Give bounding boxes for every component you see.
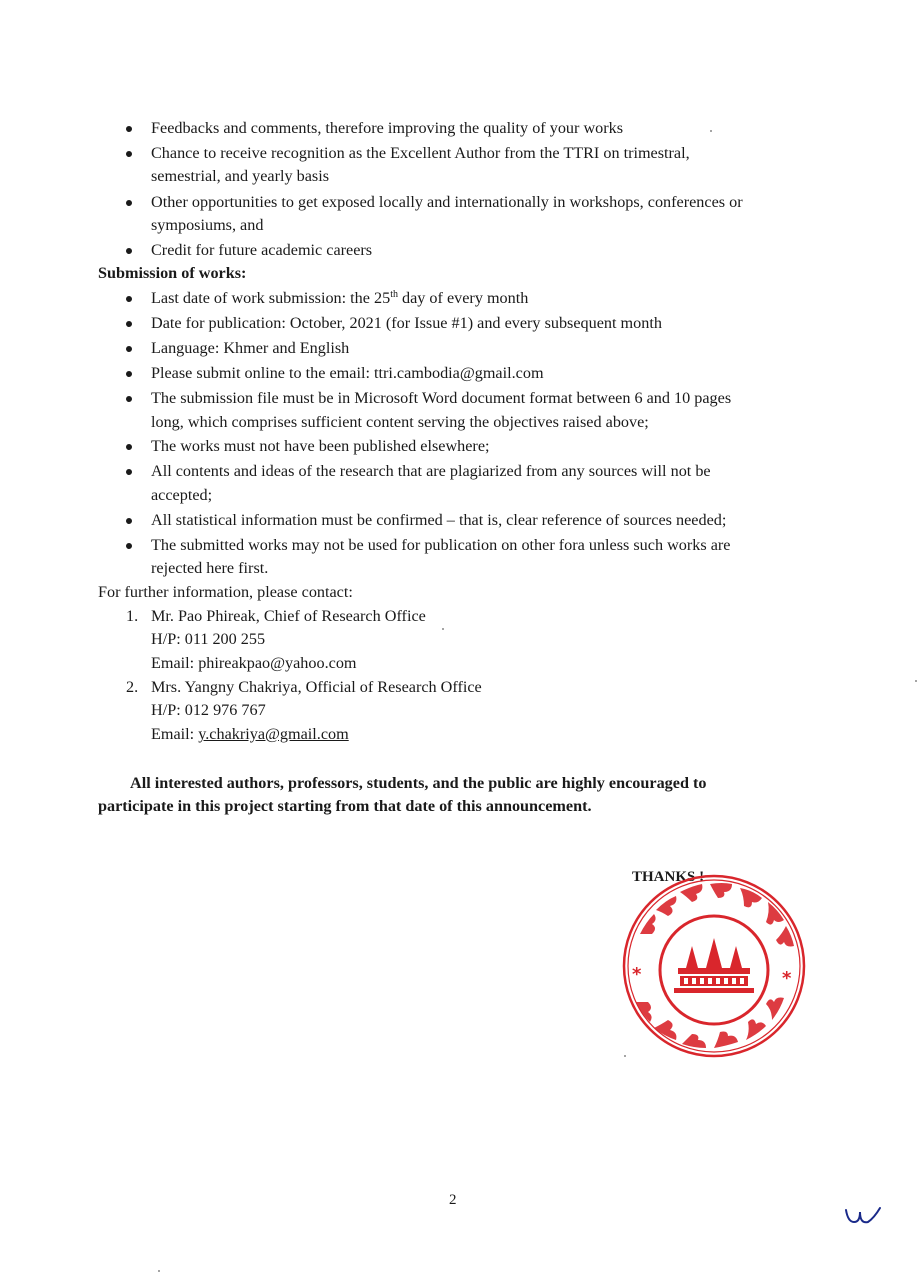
ordinal-suffix: th [390, 289, 398, 300]
bullet-dot [126, 444, 132, 450]
bullet-dot [126, 371, 132, 377]
bullet-dot [126, 518, 132, 524]
contact-number-2: 2. [126, 678, 139, 696]
email-link[interactable]: y.chakriya@gmail.com [198, 725, 349, 743]
submission-item-email: Please submit online to the email: ttri.cambodia@gmail.com [151, 364, 544, 382]
benefit-item-4: Credit for future academic careers [151, 241, 373, 259]
email-label: Email: [151, 654, 199, 672]
submission-item-format-line-2: long, which comprises sufficient content serving the objectives raised above; [151, 413, 649, 431]
submission-item-unpublished: The works must not have been published elsewhere; [151, 437, 490, 455]
contact-number-1: 1. [126, 607, 139, 625]
bullet-dot [126, 469, 132, 475]
scan-speck [158, 1270, 160, 1272]
submission-heading: Submission of works: [98, 264, 247, 282]
email-link[interactable]: phireakpao@yahoo.com [198, 654, 357, 672]
submission-item-publication-date: Date for publication: October, 2021 (for Issue #1) and every subsequent month [151, 314, 662, 332]
submission-item-deadline [151, 288, 528, 308]
scan-speck [915, 680, 917, 682]
submission-item-plagiarism-line-2: accepted; [151, 486, 213, 504]
submission-item-plagiarism-line-1: All contents and ideas of the research that are plagiarized from any sources will not be [151, 462, 711, 480]
contact-2-email[interactable] [151, 724, 349, 744]
page-number: 2 [449, 1192, 457, 1208]
email-label: Email: [151, 725, 199, 743]
contact-1-name: Mr. Pao Phireak, Chief of Research Office [151, 607, 426, 625]
bullet-dot [126, 200, 132, 206]
bullet-dot [126, 296, 132, 302]
scan-speck [624, 1055, 626, 1057]
thanks-text: THANKS ! [632, 869, 705, 885]
scan-speck [442, 628, 444, 630]
benefit-item-3-line-2: symposiums, and [151, 216, 264, 234]
svg-text:*: * [782, 968, 792, 989]
benefit-item-2-line-2: semestrial, and yearly basis [151, 167, 330, 185]
bullet-dot [126, 321, 132, 327]
bullet-dot [126, 543, 132, 549]
deadline-text-end: day of every month [397, 289, 529, 307]
contact-1-email[interactable] [151, 653, 357, 673]
closing-line-1: All interested authors, professors, students, and the public are highly encouraged to [130, 774, 707, 792]
submission-item-language: Language: Khmer and English [151, 339, 350, 357]
submission-item-format-line-1: The submission file must be in Microsoft Word document format between 6 and 10 pages [151, 389, 732, 407]
benefit-item-3-line-1: Other opportunities to get exposed locally and internationally in workshops, conferences or [151, 193, 743, 211]
closing-line-2: participate in this project starting from that date of this announcement. [98, 797, 592, 815]
handwritten-initials [842, 1202, 884, 1228]
bullet-dot [126, 346, 132, 352]
submission-item-rights-line-1: The submitted works may not be used for publication on other fora unless such works are [151, 536, 731, 554]
deadline-text: Last date of work submission: the 25 [151, 289, 391, 307]
contact-1-phone: H/P: 011 200 255 [151, 630, 266, 648]
svg-text:*: * [632, 964, 642, 985]
benefit-item-2-line-1: Chance to receive recognition as the Excellent Author from the TTRI on trimestral, [151, 144, 690, 162]
benefit-item-1: Feedbacks and comments, therefore improving the quality of your works [151, 119, 624, 137]
contact-2-phone: H/P: 012 976 767 [151, 701, 266, 719]
bullet-dot [126, 396, 132, 402]
submission-item-statistics: All statistical information must be confirmed – that is, clear reference of sources needed; [151, 511, 727, 529]
bullet-dot [126, 248, 132, 254]
bullet-dot [126, 151, 132, 157]
contact-2-name: Mrs. Yangny Chakriya, Official of Research Office [151, 678, 482, 696]
contact-intro: For further information, please contact: [98, 583, 353, 601]
official-seal-stamp [618, 862, 814, 1062]
bullet-dot [126, 126, 132, 132]
submission-item-rights-line-2: rejected here first. [151, 559, 269, 577]
scan-speck [710, 130, 712, 132]
